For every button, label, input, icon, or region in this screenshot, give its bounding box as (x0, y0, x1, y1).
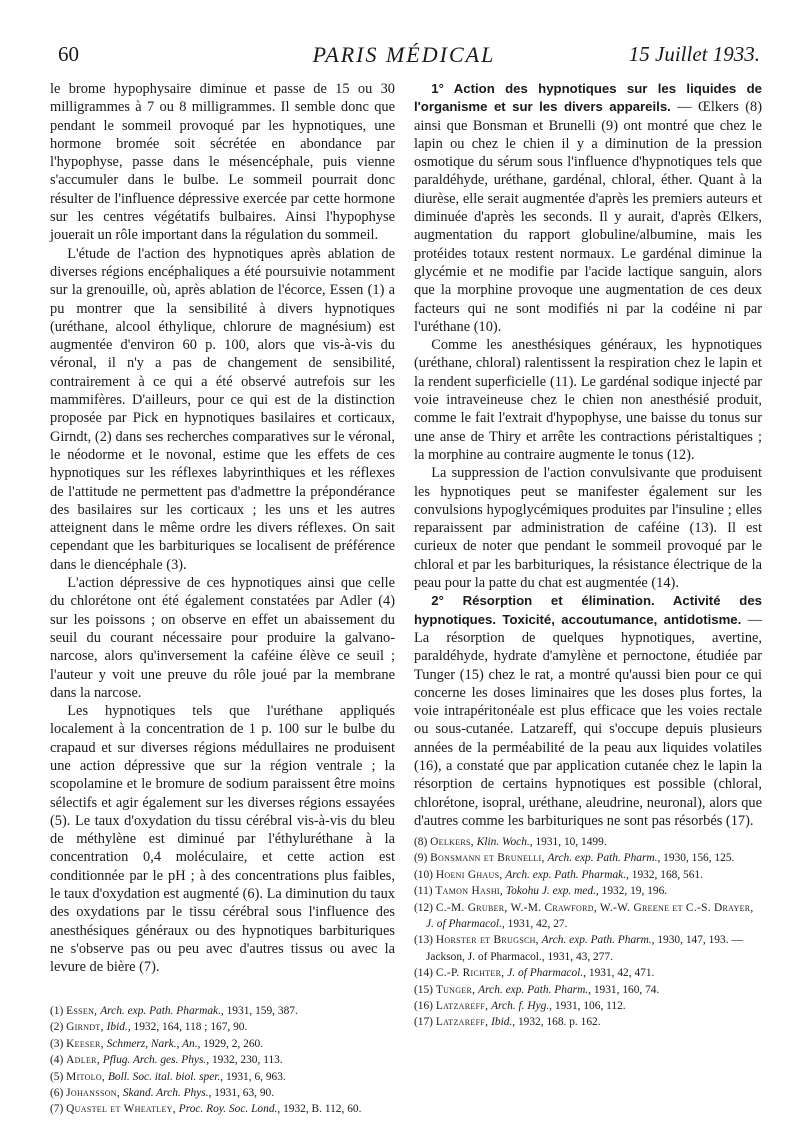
reference-number: (8) (414, 836, 428, 848)
reference-journal: Arch. exp. Path. Pharm., (541, 934, 655, 947)
paragraph-text: — La résorption de quelques hypnotiques, avertine, paraldéhyde, hydrate d'amylène et pernoctone, étudiée par Tunger (15) chez le rat, a montré qu'aussi bien pour ce qui concerne les doses liminaires que les doses plus fortes, la voie intrapéritonéale est plus efficace que les voies rectale ou sous-cutanée. Latzareff, qui s'occupe depuis plusieurs années de la perméabilité de la peau aux liquides volatiles (16), a constaté que par application cutanée chez le lapin la résorption de certains hypnotiques est possible (chloral, chlorétone, isopral, uréthane, aleudrine, neuronal), alors que d'autres comme les barbituriques ne sont pas résorbés (17). (414, 611, 762, 829)
reference-author: Horster et Brugsch, (435, 934, 539, 947)
reference-number: (16) (414, 1000, 433, 1013)
reference-entry (414, 932, 762, 965)
reference-journal: Arch. f. Hyg., (491, 1000, 553, 1013)
reference-journal: Ibid., (491, 1016, 516, 1029)
reference-entry (414, 1014, 762, 1030)
reference-entry (414, 883, 762, 899)
reference-details: 1931, 160, 74. (591, 983, 660, 996)
page-number: 60 (58, 42, 79, 66)
section-paragraph (414, 592, 762, 830)
reference-number: (1) (50, 1005, 64, 1017)
reference-entry (414, 900, 762, 933)
paragraph: L'action dépressive de ces hypnotiques ainsi que celle du chlorétone ont été également constatées par Adler (4) sur les poissons ; on observe en effet un abaissement du seuil du courant nécessaire pour produire la galvano-narcose, alors qu'inversement la caféine élève ce seuil ; l'auteur y voit une preuve du rôle joué par la membrane dans la narcose. (50, 575, 395, 701)
references-right (414, 834, 762, 1031)
reference-number: (15) (414, 983, 433, 996)
section-heading: 2° Résorption et élimination. Activité des hypnotiques. Toxicité, accoutumance, antidotisme. (414, 593, 762, 627)
paragraph: le brome hypophysaire diminue et passe de 15 ou 30 milligrammes à 7 ou 8 milligrammes. Il semble donc que pendant le sommeil provoqué par les hypnotiques, une hormone bromée soit sécrétée en abondance par l'hypophyse, passe dans le mésencéphale, puis vienne s'accumuler dans le bulbe. Le sommeil pourrait donc résulter de l'influence dépressive exercée par cette hormone sur les centres végétatifs bulbaires. Ainsi l'hypophyse jouerait un rôle important dans la régulation du sommeil. (50, 81, 395, 244)
reference-journal: Ibid., (106, 1021, 131, 1034)
reference-entry (50, 1019, 395, 1035)
paragraph-text: — Œlkers (8) ainsi que Bonsman et Brunelli (9) ont montré que chez le lapin ou chez le chien il y a diminution de la pression osmotique du sérum sous l'influence d'hypnotiques tels que paraldéhyde, uréthane, gardénal, chloral, éther. Quant à la diurèse, elle serait augmentée d'après les premiers auteurs et diminuée d'après les seconds. Il y aurait, d'après Œlkers, augmentation du rapport globuline/albumine, mais les protéides totaux restent normaux. Le gardénal diminue la glycémie et ne modifie par l'acide lactique sanguin, alors que la morphine provoque une augmentation de ces deux facteurs qui ne sont modifiés ni par la codéine ni par l'uréthane (10). (414, 99, 762, 335)
references-left (50, 1003, 395, 1118)
reference-author: Tunger, (435, 983, 476, 996)
reference-details: 1931, 106, 112. (552, 1000, 626, 1013)
reference-author: Quastel et Wheatley, (66, 1103, 176, 1116)
reference-journal: J. of Pharmacol., (426, 918, 505, 931)
reference-number: (14) (414, 967, 433, 980)
reference-journal: Proc. Roy. Soc. Lond., (178, 1103, 281, 1116)
reference-entry (50, 1085, 395, 1101)
page-header (48, 42, 760, 72)
reference-details: 1931, 63, 90. (211, 1087, 275, 1100)
reference-author: Tamon Hashi, (435, 885, 504, 898)
reference-details: 1931, 42, 471. (586, 967, 655, 980)
reference-details: 1931, 42, 27. (504, 918, 568, 931)
section-heading: 1° Action des hypnotiques sur les liquides de l'organisme et sur les divers appareils. (414, 81, 762, 115)
reference-number: (13) (414, 934, 433, 947)
reference-number: (10) (414, 868, 433, 881)
reference-number: (12) (414, 901, 433, 914)
reference-number: (3) (50, 1037, 64, 1050)
reference-journal: Boll. Soc. ital. biol. sper., (107, 1070, 224, 1083)
reference-number: (17) (414, 1016, 433, 1029)
reference-number: (2) (50, 1021, 64, 1034)
paragraph: L'étude de l'action des hypnotiques après ablation de diverses régions encéphaliques a été poursuivie notamment sur la grenouille, où, après ablation de l'écorce, Essen (1) a pu montrer que la sensibilité à divers hypnotiques (uréthane, alcool éthylique, chlorure de magnésium) est augmentée d'environ 60 p. 100, alors que vis-à-vis du véronal, il n'y a pas de changement de sensibilité, contrairement à ce qui a été observé autrefois sur les mammifères. D'ailleurs, pour ce qui est de la distinction proposée par Pick en hypnotiques basilaires et corticaux, Girndt, (2) dans ses recherches comparatives sur le véronal, le néodorme et le novonal, estime que les effets de ces hypnotiques sur les réflexes labyrinthiques et les réflexes de l'attitude ne permettent pas d'admettre la prépondérance des basilaires sur les corticaux ; les uns et les autres atteignent dans le même ordre les divers réflexes. On sait cependant que les barbituriques se localisent de préférence dans le diencéphale (3). (50, 245, 395, 573)
reference-author: C.-P. Richter, (435, 967, 505, 980)
reference-entry (50, 1101, 395, 1117)
reference-journal: Klin. Woch., (476, 836, 533, 848)
reference-number: (9) (414, 852, 428, 865)
reference-author: Hoeni Ghaus, (435, 868, 503, 881)
reference-entry (50, 1052, 395, 1068)
left-column (50, 80, 395, 977)
reference-number: (5) (50, 1070, 64, 1083)
reference-author: Bonsmann et Brunelli, (430, 852, 545, 865)
reference-author: C.-M. Gruber, W.-M. Crawford, W.-W. Greene et C.-S. Drayer, (435, 901, 754, 914)
reference-journal: Schmerz, Nark., An., (106, 1037, 201, 1050)
reference-entry (50, 1069, 395, 1085)
reference-author: Oelkers, (430, 836, 474, 848)
reference-journal: Pflug. Arch. ges. Phys., (102, 1054, 210, 1067)
reference-journal: Arch. exp. Path. Pharm., (478, 983, 591, 996)
reference-author: Mitolo, (66, 1070, 106, 1083)
reference-details: 1930, 156, 125. (660, 852, 735, 865)
reference-details: 1931, 159, 387. (223, 1005, 298, 1017)
reference-details: 1929, 2, 260. (200, 1037, 264, 1050)
reference-journal: Tokohu J. exp. med., (505, 885, 599, 898)
reference-entry (414, 998, 762, 1014)
reference-author: Essen, (66, 1005, 98, 1017)
reference-number: (6) (50, 1087, 64, 1100)
reference-details: 1932, 168. p. 162. (515, 1016, 601, 1029)
reference-entry (414, 867, 762, 883)
reference-journal: Skand. Arch. Phys., (122, 1087, 212, 1100)
journal-title: PARIS MÉDICAL (312, 42, 496, 67)
reference-author: Johansson, (66, 1087, 120, 1100)
reference-entry (50, 1003, 395, 1019)
reference-journal: J. of Pharmacol., (507, 967, 587, 980)
reference-details: 1931, 10, 1499. (532, 836, 607, 848)
reference-entry (414, 834, 762, 850)
reference-author: Keeser, (66, 1037, 104, 1050)
paragraph: Comme les anesthésiques généraux, les hypnotiques (uréthane, chloral) ralentissent la respiration chez le lapin et la rendent superficielle (11). Le gardénal sodique injecté par voie intraveineuse chez le chien non anesthésié produit, comme le fait l'extrait d'hypophyse, une baisse du tonus sur une anse de Thiry et arrête les contractions péristaltiques ; la morphine au contraire augmente le tonus (12). (414, 337, 762, 463)
reference-details: 1932, 19, 196. (598, 885, 668, 898)
reference-journal: Arch. exp. Path. Pharm., (547, 852, 661, 865)
reference-number: (11) (414, 885, 433, 898)
reference-details: 1932, 164, 118 ; 167, 90. (130, 1021, 248, 1034)
reference-entry (414, 850, 762, 866)
reference-number: (7) (50, 1103, 64, 1116)
reference-entry (50, 1036, 395, 1052)
paragraph: La suppression de l'action convulsivante que produisent les hypnotiques peut se manifester également sur les convulsions hypoglycémiques produites par l'insuline ; elles reparaissent par administration de caféine (13). Il est curieux de noter que pendant le sommeil provoqué par le chloral et par les barbituriques, la résistance électrique de la peau pour la patte du chat est augmentée (14). (414, 465, 762, 592)
right-column (414, 80, 762, 830)
reference-author: Latzareff, (435, 1000, 489, 1013)
section-paragraph (414, 80, 762, 336)
reference-number: (4) (50, 1054, 64, 1067)
reference-author: Girndt, (66, 1021, 104, 1034)
reference-entry (414, 965, 762, 981)
issue-date: 15 Juillet 1933. (628, 42, 760, 66)
reference-entry (414, 982, 762, 998)
reference-author: Latzareff, (435, 1016, 489, 1029)
reference-journal: Arch. exp. Path. Pharmak., (505, 868, 629, 881)
reference-author: Adler, (66, 1054, 100, 1067)
reference-details: 1931, 6, 963. (223, 1070, 286, 1083)
reference-details: 1932, 230, 113. (209, 1054, 283, 1067)
paragraph: Les hypnotiques tels que l'uréthane appliqués localement à la concentration de 1 p. 100 sur le bulbe du crapaud et sur diverses régions médullaires ne produisent une action dépressive que sur la région ventrale ; la scopolamine et le bromure de sodium paraissent être moins sélectifs et agir également sur les diverses régions essayées (5). Le taux d'oxydation du tissu cérébral vis-à-vis du bleu de méthylène est diminué par l'éthyluréthane à la concentration 0,4 moléculaire, et cette action est conditionnée par le pH ; à des concentrations plus faibles, le taux d'oxydation est augmenté (6). La diminution du taux des oxydations par le tissu cérébral sous l'influence des anesthésiques généraux ou des hypnotiques barbituriques ne s'observe pas ou peu avec d'autres tissus ou avec la levure de bière (7). (50, 703, 395, 976)
reference-details: 1930, 147, 193. — Jackson, J. of Pharmacol., 1931, 43, 277. (426, 934, 743, 963)
reference-details: 1932, 168, 561. (628, 868, 703, 881)
reference-details: 1932, B. 112, 60. (280, 1103, 362, 1116)
reference-journal: Arch. exp. Path. Pharmak., (100, 1005, 224, 1017)
